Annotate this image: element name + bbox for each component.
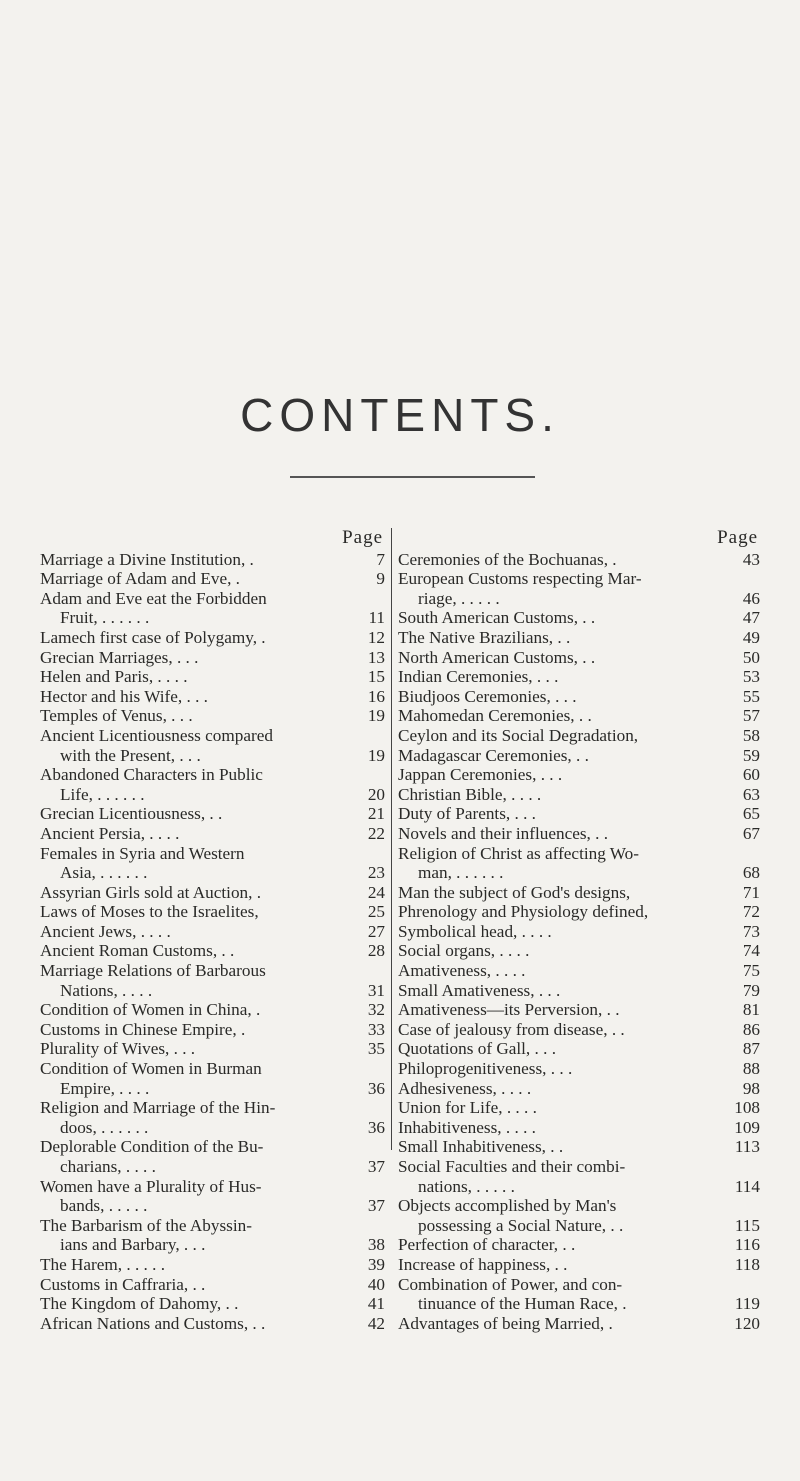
toc-entry-line: Religion of Christ as affecting Wo-: [398, 843, 639, 863]
toc-entry-continuation: ians and Barbary, . . .: [60, 1235, 206, 1255]
toc-entry: [40, 1137, 385, 1176]
toc-entry-title: [398, 804, 730, 824]
toc-page-number: 38: [367, 1235, 385, 1255]
toc-entry: [40, 883, 385, 903]
toc-page-number: 42: [367, 1313, 385, 1333]
toc-entry: [398, 961, 760, 981]
toc-page-number: 37: [367, 1157, 385, 1176]
toc-page-number: 39: [367, 1254, 385, 1274]
toc-page-number: 41: [367, 1294, 385, 1314]
toc-page-number: 32: [367, 1000, 385, 1020]
toc-entry-line: Novels and their influences, . .: [398, 823, 609, 843]
toc-entry-line: Ancient Licentiousness compared: [40, 725, 273, 745]
toc-entry: [398, 981, 760, 1001]
toc-entry: [398, 804, 760, 824]
toc-entry-continuation: Empire, . . . .: [60, 1078, 150, 1098]
toc-entry: [398, 785, 760, 805]
toc-entry-line: Advantages of being Married, .: [398, 1313, 613, 1333]
toc-entry-title: [40, 961, 355, 1000]
toc-entry-title: [40, 1000, 355, 1020]
toc-page-number: 24: [367, 882, 385, 902]
toc-entry-continuation: man, . . . . . .: [418, 863, 504, 883]
toc-entry: [40, 550, 385, 570]
toc-entry-line: Laws of Moses to the Israelites,: [40, 902, 259, 922]
toc-entry-continuation: Fruit, . . . . . .: [60, 608, 150, 628]
toc-entry: [398, 667, 760, 687]
toc-entry-line: Condition of Women in Burman: [40, 1059, 262, 1079]
toc-page-number: 88: [742, 1059, 760, 1079]
toc-page-number: 57: [742, 706, 760, 726]
toc-page-number: 73: [742, 921, 760, 941]
column-divider: [391, 528, 392, 1150]
toc-page-number: 68: [742, 863, 760, 883]
toc-page-number: 28: [367, 941, 385, 961]
toc-entry-title: [398, 1255, 730, 1275]
toc-entry-continuation: possessing a Social Nature, . .: [418, 1215, 624, 1235]
toc-page-number: 21: [367, 804, 385, 824]
toc-entry-line: Mahomedan Ceremonies, . .: [398, 706, 592, 726]
toc-entry-title: [40, 667, 355, 687]
toc-column-left: [40, 528, 385, 1333]
page-title: CONTENTS.: [240, 389, 560, 441]
toc-entry-line: Inhabitiveness, . . . .: [398, 1117, 536, 1137]
toc-entry-line: Assyrian Girls sold at Auction, .: [40, 882, 262, 902]
toc-entry-title: [40, 804, 355, 824]
toc-entry: [398, 726, 760, 746]
toc-entry-title: [40, 628, 355, 648]
toc-entry: [398, 1000, 760, 1020]
toc-entry-continuation: Nations, . . . .: [60, 980, 153, 1000]
toc-entry-title: [40, 1137, 355, 1176]
toc-entry-title: [398, 902, 730, 922]
toc-page-number: 27: [367, 921, 385, 941]
toc-entry-title: [398, 1275, 730, 1314]
toc-entry: [398, 1098, 760, 1118]
toc-list-right: [398, 550, 760, 1334]
toc-entry: [398, 746, 760, 766]
toc-entry: [398, 1137, 760, 1157]
toc-entry-line: Religion and Marriage of the Hin-: [40, 1098, 276, 1118]
toc-entry-continuation: with the Present, . . .: [60, 745, 201, 765]
toc-entry-continuation: Asia, . . . . . .: [60, 863, 148, 883]
toc-entry: [398, 1235, 760, 1255]
toc-entry-line: Abandoned Characters in Public: [40, 765, 263, 785]
toc-entry: [398, 706, 760, 726]
toc-entry-line: Social Faculties and their combi-: [398, 1157, 626, 1176]
toc-page-number: 59: [742, 745, 760, 765]
toc-entry-title: [40, 648, 355, 668]
toc-entry-line: Union for Life, . . . .: [398, 1098, 537, 1118]
toc-entry-line: Symbolical head, . . . .: [398, 921, 552, 941]
toc-entry-title: [40, 1059, 355, 1098]
toc-entry-title: [398, 1235, 730, 1255]
toc-page-number: 55: [742, 686, 760, 706]
toc-entry-line: Females in Syria and Western: [40, 843, 245, 863]
toc-entry: [40, 765, 385, 804]
toc-entry: [398, 902, 760, 922]
toc-list-left: [40, 550, 385, 1334]
toc-entry-title: [398, 922, 730, 942]
toc-entry: [398, 1255, 760, 1275]
toc-entry-line: Adam and Eve eat the Forbidden: [40, 588, 267, 608]
toc-entry-line: Adhesiveness, . . . .: [398, 1078, 532, 1098]
toc-entry-line: Biudjoos Ceremonies, . . .: [398, 686, 577, 706]
toc-entry-line: Customs in Chinese Empire, .: [40, 1019, 246, 1039]
toc-entry-title: [398, 824, 730, 844]
toc-entry: [398, 1059, 760, 1079]
toc-entry-title: [398, 1020, 730, 1040]
toc-entry-line: Phrenology and Physiology defined,: [398, 902, 649, 922]
toc-entry-title: [398, 844, 730, 883]
toc-entry-title: [398, 628, 730, 648]
toc-entry-line: The Kingdom of Dahomy, . .: [40, 1294, 239, 1314]
toc-entry-title: [398, 1196, 730, 1235]
toc-entry-title: [40, 1314, 355, 1334]
toc-entry-continuation: nations, . . . . .: [418, 1176, 515, 1196]
toc-page-number: 47: [742, 608, 760, 628]
toc-page-number: 40: [367, 1274, 385, 1294]
toc-column-right: [398, 528, 760, 1333]
toc-entry-line: Amativeness, . . . .: [398, 961, 526, 981]
toc-entry: [398, 1020, 760, 1040]
toc-entry-title: [40, 1177, 355, 1216]
toc-entry: [40, 667, 385, 687]
toc-page-number: 87: [742, 1039, 760, 1059]
toc-page-number: 9: [376, 569, 385, 589]
toc-entry-title: [398, 608, 730, 628]
toc-entry-line: Ceremonies of the Bochuanas, .: [398, 549, 617, 569]
toc-entry-line: European Customs respecting Mar-: [398, 569, 642, 589]
toc-entry-line: Increase of happiness, . .: [398, 1254, 568, 1274]
toc-entry: [40, 1255, 385, 1275]
toc-entry-line: Hector and his Wife, . . .: [40, 686, 208, 706]
toc-entry-title: [40, 687, 355, 707]
toc-entry-title: [40, 569, 355, 589]
toc-entry: [398, 1314, 760, 1334]
toc-entry-continuation: bands, . . . . .: [60, 1196, 148, 1216]
toc-entry-continuation: doos, . . . . . .: [60, 1117, 149, 1137]
toc-entry-title: [40, 844, 355, 883]
toc-entry-line: Social organs, . . . .: [398, 941, 530, 961]
toc-entry-line: Deplorable Condition of the Bu-: [40, 1137, 264, 1157]
toc-entry-title: [398, 746, 730, 766]
toc-page-number: 58: [742, 725, 760, 745]
toc-entry: [40, 1020, 385, 1040]
toc-entry-title: [40, 765, 355, 804]
toc-entry-title: [398, 961, 730, 981]
toc-entry-continuation: Life, . . . . . .: [60, 784, 145, 804]
toc-page-number: 15: [367, 667, 385, 687]
toc-page-number: 50: [742, 647, 760, 667]
toc-page-number: 114: [734, 1176, 760, 1196]
toc-entry: [398, 569, 760, 608]
toc-entry-title: [398, 1118, 730, 1138]
toc-entry-title: [398, 765, 730, 785]
toc-entry: [40, 961, 385, 1000]
toc-entry: [40, 726, 385, 765]
toc-entry-line: Objects accomplished by Man's: [398, 1196, 617, 1216]
toc-page-number: 65: [742, 804, 760, 824]
toc-page-number: 108: [734, 1098, 760, 1118]
toc-entry-line: Women have a Plurality of Hus-: [40, 1176, 262, 1196]
title-rule: [290, 476, 535, 478]
toc-page-number: 63: [742, 784, 760, 804]
toc-entry: [40, 804, 385, 824]
toc-entry: [40, 941, 385, 961]
toc-entry-title: [40, 824, 355, 844]
toc-entry: [398, 883, 760, 903]
toc-page-number: 116: [734, 1235, 760, 1255]
toc-page-number: 74: [742, 941, 760, 961]
toc-entry-line: Ancient Roman Customs, . .: [40, 941, 235, 961]
toc-entry-title: [398, 1314, 730, 1334]
toc-page-number: 33: [367, 1019, 385, 1039]
toc-page-number: 120: [734, 1313, 760, 1333]
toc-page-number: 31: [367, 980, 385, 1000]
toc-page-number: 19: [367, 745, 385, 765]
toc-entry: [40, 902, 385, 922]
toc-entry-line: Ceylon and its Social Degradation,: [398, 725, 639, 745]
toc-page-number: 36: [367, 1078, 385, 1098]
toc-entry-line: Madagascar Ceremonies, . .: [398, 745, 589, 765]
toc-entry: [398, 628, 760, 648]
toc-entry-line: Small Inhabitiveness, . .: [398, 1137, 564, 1157]
toc-entry-title: [40, 726, 355, 765]
toc-entry: [40, 1098, 385, 1137]
toc-entry-line: Marriage of Adam and Eve, .: [40, 569, 240, 589]
toc-entry-title: [398, 941, 730, 961]
toc-entry: [398, 844, 760, 883]
toc-entry-continuation: charians, . . . .: [60, 1157, 156, 1176]
toc-entry-line: Helen and Paris, . . . .: [40, 667, 188, 687]
toc-page-number: 115: [734, 1215, 760, 1235]
toc-page-number: 7: [376, 549, 385, 569]
toc-entry: [398, 1275, 760, 1314]
toc-entry: [40, 628, 385, 648]
toc-entry-title: [398, 667, 730, 687]
toc-entry-continuation: tinuance of the Human Race, .: [418, 1294, 627, 1314]
toc-entry: [398, 1196, 760, 1235]
toc-entry-line: Christian Bible, . . . .: [398, 784, 542, 804]
toc-entry-line: Amativeness—its Perversion, . .: [398, 1000, 620, 1020]
toc-page-number: 37: [367, 1196, 385, 1216]
toc-page-number: 49: [742, 627, 760, 647]
toc-entry: [40, 1000, 385, 1020]
toc-entry: [40, 1039, 385, 1059]
toc-page-number: 75: [742, 961, 760, 981]
toc-entry-line: Jappan Ceremonies, . . .: [398, 765, 563, 785]
toc-entry-line: Indian Ceremonies, . . .: [398, 667, 559, 687]
toc-entry-title: [40, 1039, 355, 1059]
toc-entry: [398, 1157, 760, 1196]
toc-entry-title: [40, 902, 355, 922]
toc-entry-line: Case of jealousy from disease, . .: [398, 1019, 625, 1039]
toc-entry-title: [398, 981, 730, 1001]
toc-entry-line: Ancient Jews, . . . .: [40, 921, 171, 941]
toc-entry-line: The Harem, . . . . .: [40, 1254, 166, 1274]
toc-entry: [398, 1079, 760, 1099]
toc-page-number: 109: [734, 1117, 760, 1137]
toc-entry-line: Duty of Parents, . . .: [398, 804, 536, 824]
toc-entry: [40, 569, 385, 589]
toc-entry: [398, 648, 760, 668]
toc-page-number: 81: [742, 1000, 760, 1020]
page-column-header: Page: [342, 527, 383, 548]
toc-entry-title: [398, 726, 730, 746]
toc-entry-line: Quotations of Gall, . . .: [398, 1039, 557, 1059]
toc-entry-line: Philoprogenitiveness, . . .: [398, 1059, 573, 1079]
toc-page-number: 60: [742, 765, 760, 785]
toc-entry-line: Plurality of Wives, . . .: [40, 1039, 196, 1059]
toc-entry-line: Ancient Persia, . . . .: [40, 823, 180, 843]
toc-entry: [40, 589, 385, 628]
toc-entry-title: [398, 1137, 730, 1157]
toc-page-number: 79: [742, 980, 760, 1000]
toc-page-number: 35: [367, 1039, 385, 1059]
toc-entry-line: The Native Brazilians, . .: [398, 627, 571, 647]
toc-page-number: 86: [742, 1019, 760, 1039]
toc-entry-line: North American Customs, . .: [398, 647, 596, 667]
toc-entry-title: [40, 941, 355, 961]
toc-entry-line: Marriage Relations of Barbarous: [40, 961, 266, 981]
toc-entry: [40, 922, 385, 942]
toc-entry-title: [398, 1079, 730, 1099]
toc-entry-title: [40, 706, 355, 726]
toc-page-number: 11: [368, 608, 385, 628]
toc-entry: [398, 550, 760, 570]
toc-entry-title: [40, 1294, 355, 1314]
toc-entry-title: [398, 1000, 730, 1020]
toc-entry: [398, 824, 760, 844]
toc-entry: [398, 1039, 760, 1059]
toc-entry-title: [398, 1039, 730, 1059]
toc-entry: [398, 1118, 760, 1138]
toc-entry-title: [40, 1216, 355, 1255]
toc-page-number: 20: [367, 784, 385, 804]
toc-entry-line: Perfection of character, . .: [398, 1235, 576, 1255]
toc-entry-line: Marriage a Divine Institution, .: [40, 549, 254, 569]
toc-page-number: 46: [742, 588, 760, 608]
toc-entry-line: South American Customs, . .: [398, 608, 596, 628]
toc-page-number: 72: [742, 902, 760, 922]
toc-page-number: 16: [367, 686, 385, 706]
toc-entry-title: [398, 648, 730, 668]
toc-page-number: 118: [734, 1254, 760, 1274]
toc-entry: [398, 608, 760, 628]
toc-entry-title: [40, 883, 355, 903]
toc-entry: [40, 1059, 385, 1098]
toc-entry-line: Grecian Marriages, . . .: [40, 647, 199, 667]
toc-page-number: 25: [367, 902, 385, 922]
toc-page-number: 119: [734, 1294, 760, 1314]
toc-entry: [40, 1275, 385, 1295]
toc-entry: [40, 1216, 385, 1255]
toc-entry-line: Grecian Licentiousness, . .: [40, 804, 223, 824]
toc-entry-title: [40, 1020, 355, 1040]
toc-page-number: 13: [367, 647, 385, 667]
toc-entry-continuation: riage, . . . . .: [418, 588, 500, 608]
toc-page-number: 53: [742, 667, 760, 687]
toc-entry-title: [398, 687, 730, 707]
toc-page-number: 22: [367, 823, 385, 843]
toc-entry: [398, 765, 760, 785]
toc-entry: [398, 941, 760, 961]
toc-entry-line: Condition of Women in China, .: [40, 1000, 261, 1020]
toc-entry-title: [398, 550, 730, 570]
toc-entry-title: [40, 589, 355, 628]
toc-entry-title: [40, 1275, 355, 1295]
toc-entry-title: [398, 569, 730, 608]
toc-entry-title: [398, 785, 730, 805]
toc-page-number: 12: [367, 627, 385, 647]
toc-entry-title: [398, 1098, 730, 1118]
toc-entry-line: Man the subject of God's designs,: [398, 882, 631, 902]
page-column-header: Page: [717, 527, 758, 548]
toc-entry-title: [40, 550, 355, 570]
toc-entry-line: Temples of Venus, . . .: [40, 706, 193, 726]
toc-entry-title: [398, 883, 730, 903]
toc-page-number: 113: [734, 1137, 760, 1157]
toc-entry-title: [40, 1255, 355, 1275]
toc-entry-title: [398, 1157, 730, 1196]
toc-page-number: 71: [742, 882, 760, 902]
toc-entry: [40, 844, 385, 883]
toc-entry-line: African Nations and Customs, . .: [40, 1313, 266, 1333]
toc-entry-line: Small Amativeness, . . .: [398, 980, 561, 1000]
toc-page-number: 43: [742, 549, 760, 569]
toc-entry-title: [398, 706, 730, 726]
toc-page-number: 67: [742, 823, 760, 843]
toc-entry: [40, 1177, 385, 1216]
toc-entry-line: Lamech first case of Polygamy, .: [40, 627, 266, 647]
toc-entry: [398, 687, 760, 707]
toc-entry: [40, 648, 385, 668]
toc-entry-line: The Barbarism of the Abyssin-: [40, 1215, 252, 1235]
toc-page-number: 98: [742, 1078, 760, 1098]
toc-entry: [40, 824, 385, 844]
toc-entry: [40, 1314, 385, 1334]
toc-entry-title: [40, 922, 355, 942]
toc-page-number: 23: [367, 863, 385, 883]
toc-entry: [40, 687, 385, 707]
toc-entry: [398, 922, 760, 942]
toc-entry-title: [398, 1059, 730, 1079]
toc-entry-line: Customs in Caffraria, . .: [40, 1274, 206, 1294]
toc-page-number: 19: [367, 706, 385, 726]
toc-entry-title: [40, 1098, 355, 1137]
toc-entry: [40, 706, 385, 726]
toc-entry: [40, 1294, 385, 1314]
toc-entry-line: Combination of Power, and con-: [398, 1274, 623, 1294]
toc-page-number: 36: [367, 1117, 385, 1137]
